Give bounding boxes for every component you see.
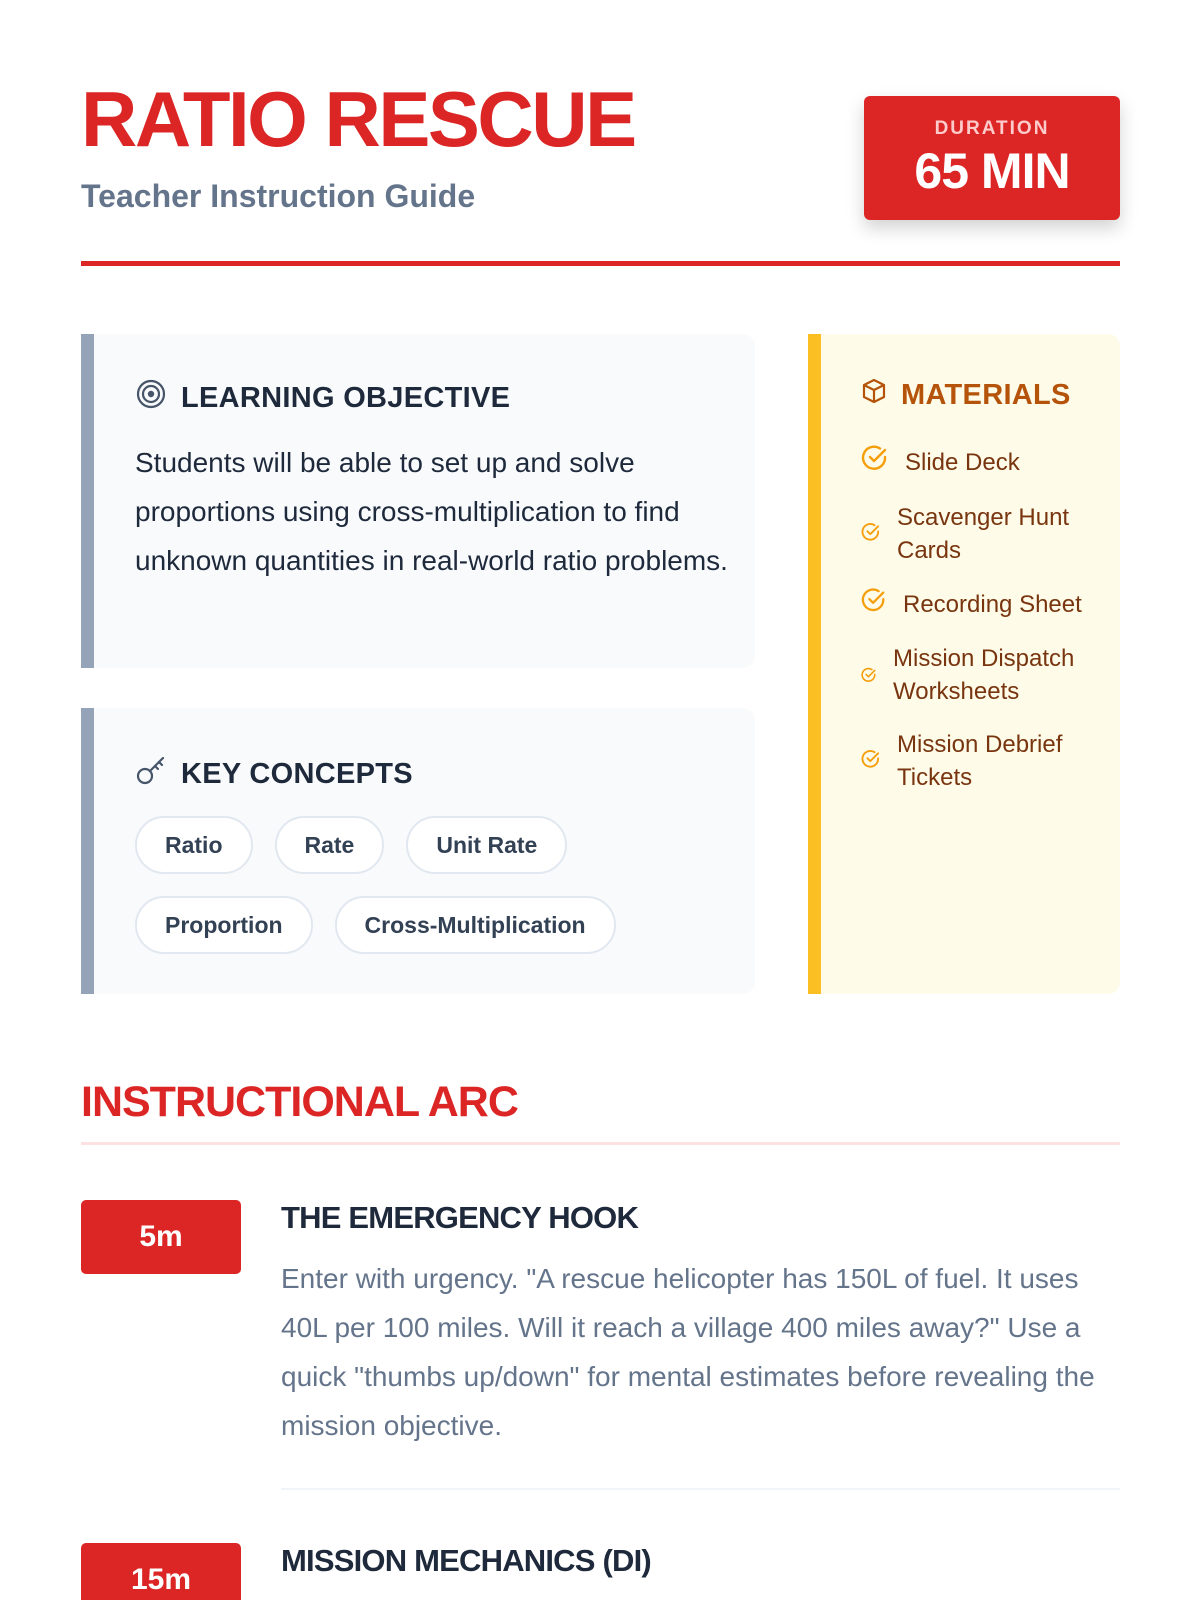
materials-item-label: Recording Sheet	[903, 591, 1082, 618]
step-title: THE EMERGENCY HOOK	[281, 1200, 639, 1235]
page-title: RATIO RESCUE	[81, 75, 635, 163]
materials-list	[861, 444, 1111, 814]
check-circle-icon	[861, 587, 887, 622]
learning-objective-heading	[135, 378, 510, 418]
duration-label: DURATION	[934, 118, 1050, 139]
learning-objective-card	[81, 334, 755, 668]
materials-item	[861, 501, 1111, 567]
instructional-arc-divider	[81, 1142, 1120, 1145]
header-divider	[81, 261, 1120, 266]
materials-item	[861, 444, 1111, 481]
step-title: MISSION MECHANICS (DI)	[281, 1543, 651, 1578]
materials-heading	[861, 378, 1071, 412]
check-circle-icon	[861, 659, 877, 692]
check-circle-icon	[861, 745, 881, 778]
box-icon	[861, 378, 887, 412]
concept-chip: Cross-Multiplication	[335, 896, 616, 954]
page-subtitle: Teacher Instruction Guide	[81, 178, 476, 214]
check-circle-icon	[861, 444, 889, 481]
concept-chip: Unit Rate	[406, 816, 567, 874]
target-icon	[135, 378, 167, 418]
concept-chip: Proportion	[135, 896, 313, 954]
concept-chip-list	[135, 816, 735, 954]
materials-item-label: Mission Dispatch Worksheets	[893, 645, 1075, 705]
concept-chip: Rate	[275, 816, 385, 874]
step-duration-badge: 15m	[81, 1543, 241, 1600]
concept-chip: Ratio	[135, 816, 253, 874]
step-duration-badge: 5m	[81, 1200, 241, 1274]
learning-objective-text: Students will be able to set up and solve proportions using cross-multiplication to find unknown quantities in real-world ratio problems.	[135, 447, 728, 576]
materials-title: MATERIALS	[901, 378, 1071, 411]
materials-item	[861, 587, 1111, 622]
materials-item-label: Slide Deck	[905, 449, 1020, 476]
key-concepts-card	[81, 708, 755, 994]
check-circle-icon	[861, 518, 881, 551]
materials-item	[861, 728, 1111, 794]
duration-badge	[864, 96, 1120, 220]
materials-card	[808, 334, 1120, 994]
instructional-arc-heading: INSTRUCTIONAL ARC	[81, 1078, 518, 1126]
duration-value: 65 MIN	[914, 143, 1070, 199]
key-concepts-heading	[135, 754, 413, 794]
step-divider	[281, 1488, 1120, 1490]
materials-item-label: Mission Debrief Tickets	[897, 731, 1063, 791]
materials-item-label: Scavenger Hunt Cards	[897, 504, 1070, 564]
key-icon	[135, 754, 167, 794]
learning-objective-title: LEARNING OBJECTIVE	[181, 381, 511, 414]
step-description: Enter with urgency. "A rescue helicopter has 150L of fuel. It uses 40L per 100 miles. Will it reach a village 400 miles away?" Use a quick "thumbs up/down" for mental estimates before revealing the mission objective.	[281, 1263, 1095, 1441]
page-header	[81, 75, 1120, 268]
key-concepts-title: KEY CONCEPTS	[181, 757, 413, 790]
materials-item	[861, 642, 1111, 708]
